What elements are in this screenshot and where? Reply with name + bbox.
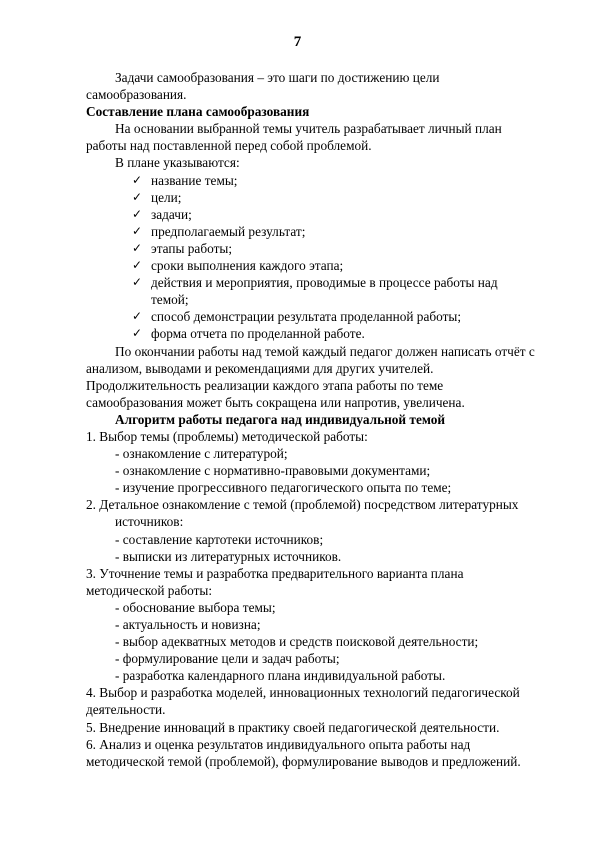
checklist-item-text: сроки выполнения каждого этапа;: [151, 258, 344, 274]
step-item: [86, 684, 546, 701]
closing-line: Продолжительность реализации каждого этапа работы по теме: [86, 377, 444, 393]
checkmark-icon: ✓: [132, 172, 143, 187]
step-item: [86, 719, 546, 736]
step-item: [86, 565, 546, 582]
plan-line: работы над поставленной перед собой проблемой.: [86, 138, 372, 154]
checklist-item: [132, 308, 546, 325]
checkmark-icon: ✓: [132, 309, 143, 324]
intro-paragraph: [86, 69, 546, 103]
step-text: 2. Детальное ознакомление с темой (проблемой) посредством литературных: [86, 497, 519, 513]
intro-line: Задачи самообразования – это шаги по достижению цели: [115, 70, 440, 85]
plan-paragraph: [86, 120, 546, 154]
checklist-item-text: задачи;: [151, 206, 192, 222]
sub-item: - разработка календарного плана индивидуальной работы.: [115, 668, 446, 684]
checkmark-icon: ✓: [132, 326, 143, 341]
checklist-item-text: способ демонстрации результата проделанной работы;: [151, 309, 462, 325]
checklist-item-text: название темы;: [151, 172, 238, 188]
step-text: 1. Выбор темы (проблемы) методической работы:: [86, 428, 368, 444]
plan-line: На основании выбранной темы учитель разрабатывает личный план: [115, 121, 502, 137]
step-text: 5. Внедрение инноваций в практику своей педагогической деятельности.: [86, 719, 500, 735]
page-number: 7: [293, 34, 302, 50]
closing-line: анализом, выводами и рекомендациями для других учителей.: [86, 360, 434, 376]
step-text: 4. Выбор и разработка моделей, инновационных технологий педагогической: [86, 685, 520, 701]
sub-item: - выписки из литературных источников.: [115, 548, 342, 564]
step-item: [86, 428, 546, 445]
step-continuation: методической работы:: [86, 582, 213, 598]
checklist-item-text: цели;: [151, 189, 182, 205]
checklist-item: [132, 240, 546, 257]
sub-item: - обоснование выбора темы;: [115, 599, 276, 615]
checkmark-icon: ✓: [132, 275, 143, 290]
checkmark-icon: ✓: [132, 240, 143, 255]
checklist-item: [132, 206, 546, 223]
sub-item: - формулирование цели и задач работы;: [115, 651, 340, 667]
sub-item: - выбор адекватных методов и средств поисковой деятельности;: [115, 634, 479, 650]
algorithm-heading: Алгоритм работы педагога над индивидуальной темой: [115, 411, 446, 427]
closing-line: самообразования может быть сокращена или напротив, увеличена.: [86, 394, 465, 410]
sub-item: - изучение прогрессивного педагогического опыта по теме;: [115, 480, 452, 496]
checklist-item: [132, 223, 546, 240]
closing-paragraph: [86, 343, 546, 411]
checklist-item-text: темой;: [151, 292, 189, 308]
intro-line: самообразования.: [86, 87, 187, 103]
checklist-item: [132, 274, 546, 308]
step-continuation: методической темой (проблемой), формулирование выводов и предложений.: [86, 753, 521, 769]
plan-checklist: [86, 172, 546, 343]
step-text: 3. Уточнение темы и разработка предварительного варианта плана: [86, 565, 464, 581]
plan-heading: Составление плана самообразования: [86, 104, 310, 120]
sub-item: - ознакомление с литературой;: [115, 446, 288, 462]
closing-line: По окончании работы над темой каждый педагог должен написать отчёт с: [115, 343, 535, 359]
checklist-item-text: этапы работы;: [151, 240, 233, 256]
checklist-item: [132, 325, 546, 342]
checklist-item-text: форма отчета по проделанной работе.: [151, 326, 365, 342]
sub-item: - актуальность и новизна;: [115, 617, 261, 632]
sub-item: - ознакомление с нормативно-правовыми документами;: [115, 463, 431, 479]
checklist-item-text: предполагаемый результат;: [151, 223, 306, 239]
step-continuation: источников:: [115, 514, 184, 530]
step-continuation: деятельности.: [86, 702, 166, 718]
step-text: 6. Анализ и оценка результатов индивидуального опыта работы над: [86, 736, 471, 752]
checkmark-icon: ✓: [132, 223, 143, 238]
plan-lead: В плане указываются:: [115, 155, 240, 171]
checklist-item: [132, 257, 546, 274]
checklist-item: [132, 189, 546, 206]
checkmark-icon: ✓: [132, 189, 143, 204]
checkmark-icon: ✓: [132, 206, 143, 221]
document-body: [86, 69, 546, 770]
step-item: [86, 496, 546, 513]
checkmark-icon: ✓: [132, 258, 143, 273]
step-sublist: [86, 599, 546, 684]
checklist-item-text: действия и мероприятия, проводимые в процессе работы над: [151, 275, 498, 291]
step-item: [86, 736, 546, 753]
step-sublist: [86, 445, 546, 496]
checklist-item: [132, 172, 546, 189]
step-sublist: [86, 531, 546, 565]
sub-item: - составление картотеки источников;: [115, 531, 324, 547]
